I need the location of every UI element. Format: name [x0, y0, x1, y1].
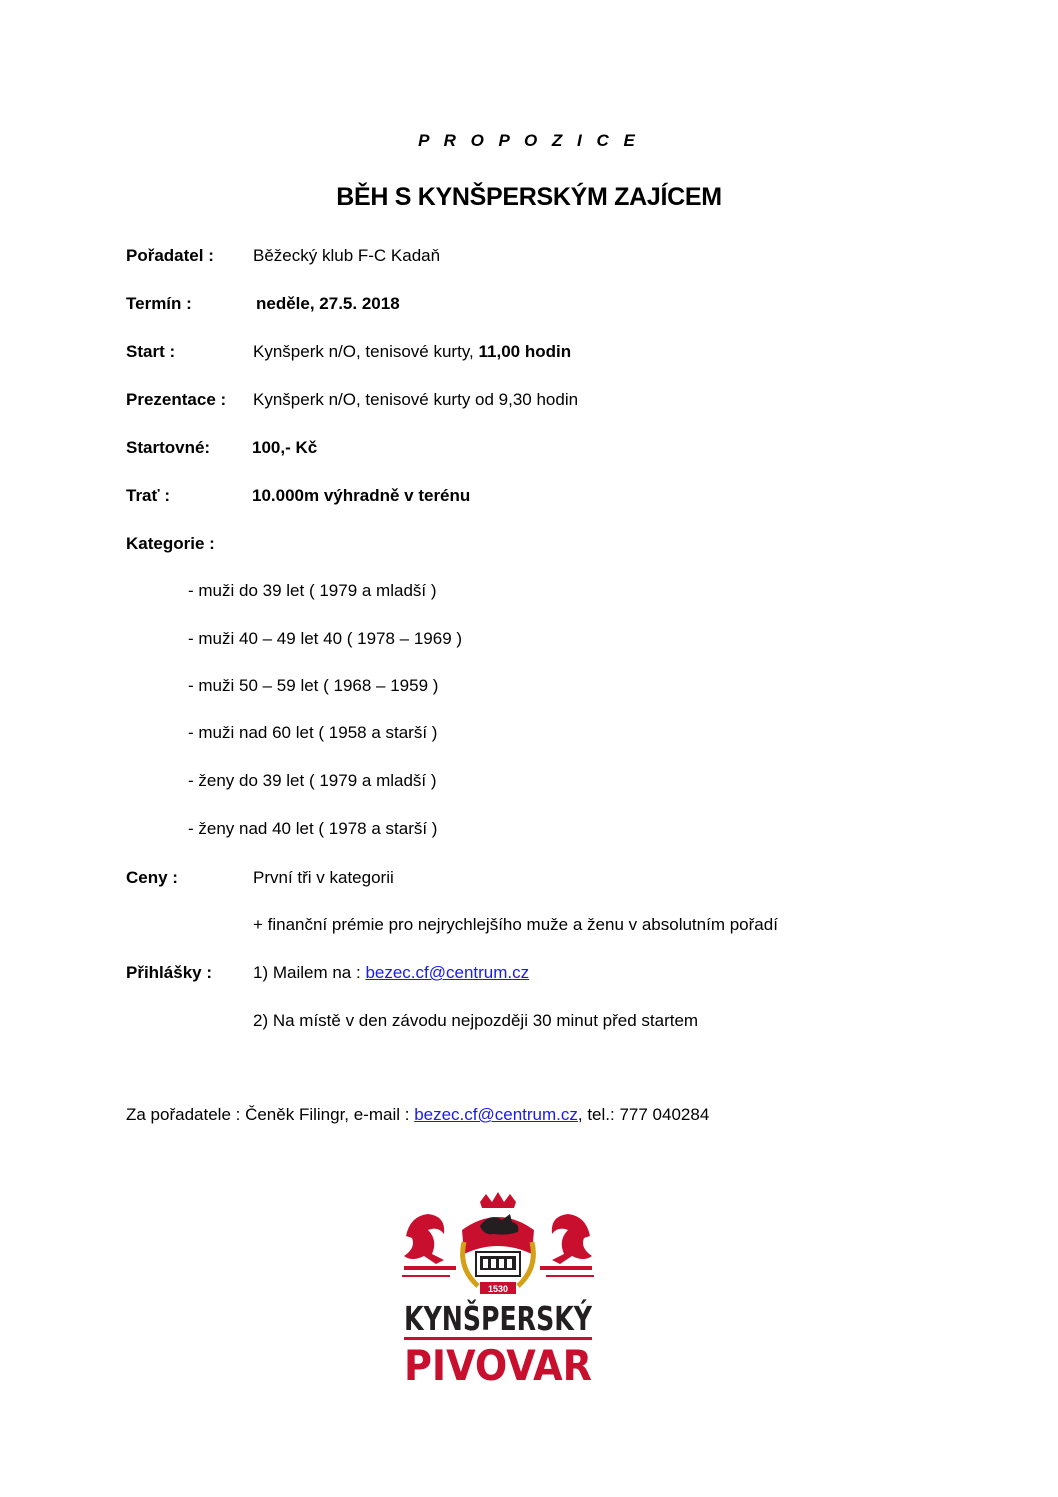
fee-value: 100,- Kč	[252, 438, 318, 457]
start-time: 11,00 hodin	[478, 342, 572, 361]
contact-email-link[interactable]: bezec.cf@centrum.cz	[414, 1105, 578, 1124]
organizer-value: Běžecký klub F-C Kadaň	[253, 246, 441, 265]
start-label: Start :	[126, 342, 176, 361]
crown-icon	[480, 1192, 516, 1208]
contact-prefix: Za pořadatele : Čeněk Filingr, e-mail :	[126, 1105, 415, 1124]
organizer-label: Pořadatel :	[126, 246, 214, 265]
track-value: 10.000m výhradně v terénu	[252, 486, 471, 505]
category-item: - ženy nad 40 let ( 1978 a starší )	[188, 819, 438, 838]
logo-text-line2: PIVOVAR	[404, 1341, 592, 1390]
entries-label: Přihlášky :	[126, 963, 212, 982]
right-lion-icon	[552, 1214, 592, 1264]
left-lion-icon	[404, 1214, 444, 1264]
page-title: BĚH S KYNŠPERSKÝM ZAJÍCEM	[336, 183, 722, 211]
registration-value: Kynšperk n/O, tenisové kurty od 9,30 hodin	[253, 390, 579, 409]
logo-year: 1530	[487, 1284, 509, 1294]
start-value	[253, 340, 571, 364]
prizes-line1: První tři v kategorii	[253, 868, 394, 887]
pre-title: P R O P O Z I C E	[418, 131, 640, 150]
category-item: - muži do 39 let ( 1979 a mladší )	[188, 581, 437, 600]
logo-divider	[404, 1337, 592, 1340]
date-label: Termín :	[126, 294, 192, 313]
track-label: Trať :	[126, 486, 171, 505]
prizes-label: Ceny :	[126, 868, 178, 887]
category-item: - ženy do 39 let ( 1979 a mladší )	[188, 771, 437, 790]
entries-email-link[interactable]: bezec.cf@centrum.cz	[365, 963, 530, 982]
category-item: - muži 50 – 59 let ( 1968 – 1959 )	[188, 676, 439, 695]
categories-label: Kategorie :	[126, 534, 215, 553]
category-item: - muži 40 – 49 let 40 ( 1978 – 1969 )	[188, 629, 463, 648]
brewery-logo-graphic	[398, 1190, 651, 1390]
logo-text-line1: KYNŠPERSKÝ	[404, 1299, 651, 1338]
organizer-contact	[126, 1103, 709, 1127]
brewery-logo	[398, 1190, 651, 1390]
prizes-line2: + finanční prémie pro nejrychlejšího muže a ženu v absolutním pořadí	[253, 915, 778, 934]
registration-label: Prezentace :	[126, 390, 227, 409]
category-item: - muži nad 60 let ( 1958 a starší )	[188, 723, 438, 742]
date-value: neděle, 27.5. 2018	[256, 294, 400, 313]
fee-label: Startovné:	[126, 438, 211, 457]
entries-line1	[253, 961, 529, 985]
contact-phone: , tel.: 777 040284	[577, 1105, 710, 1124]
start-location: Kynšperk n/O, tenisové kurty,	[253, 342, 479, 361]
entries-mail-prefix: 1) Mailem na :	[253, 963, 366, 982]
entries-line2: 2) Na místě v den závodu nejpozději 30 minut před startem	[253, 1011, 699, 1030]
